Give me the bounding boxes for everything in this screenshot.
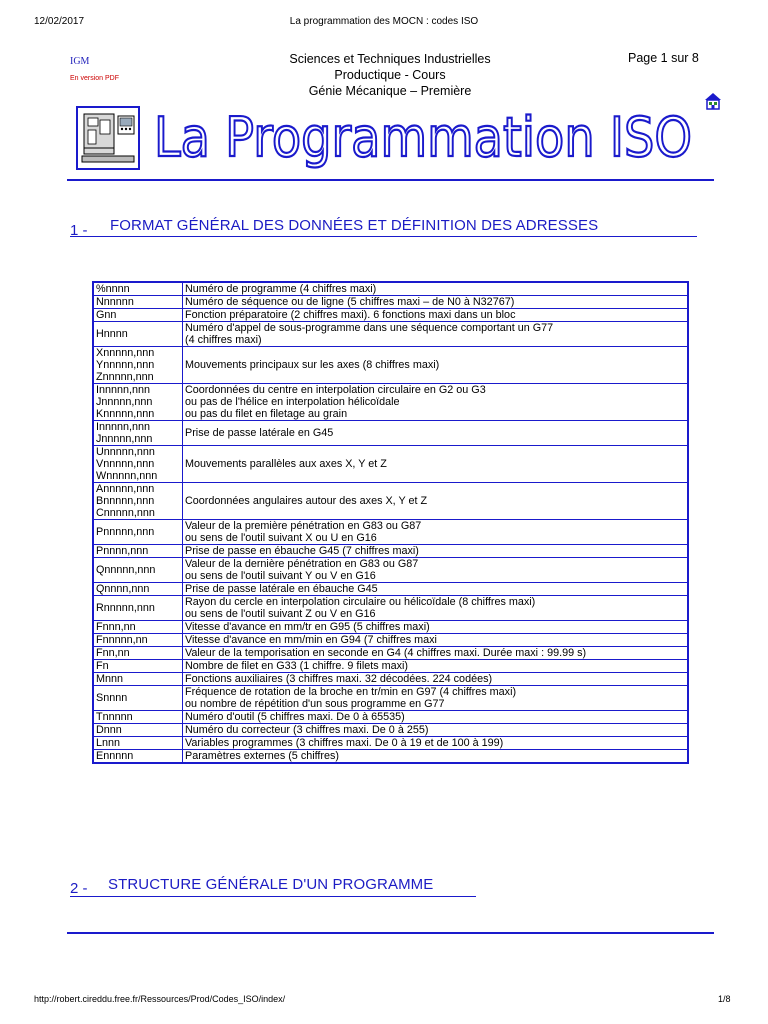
page-number: Page 1 sur 8 [628, 51, 699, 65]
cnc-machine-logo [76, 106, 140, 170]
address-description-cell: Nombre de filet en G33 (1 chiffre. 9 filets maxi) [183, 660, 689, 673]
address-description-cell: Numéro de programme (4 chiffres maxi) [183, 282, 689, 296]
table-row [93, 686, 688, 711]
address-description-cell: Prise de passe en ébauche G45 (7 chiffres maxi) [183, 545, 689, 558]
address-code-cell: Qnnnn,nnn [93, 583, 183, 596]
address-table-body [93, 282, 688, 763]
address-description-cell: Fonction préparatoire (2 chiffres maxi). 6 fonctions maxi dans un bloc [183, 309, 689, 322]
address-description-cell: Mouvements parallèles aux axes X, Y et Z [183, 446, 689, 483]
page-banner-title [152, 100, 702, 170]
address-code-cell: Xnnnnn,nnn Ynnnnn,nnn Znnnnn,nnn [93, 347, 183, 384]
address-description-cell: Valeur de la temporisation en seconde en G4 (4 chiffres maxi. Durée maxi : 99.99 s) [183, 647, 689, 660]
address-code-cell: Mnnn [93, 673, 183, 686]
table-row [93, 545, 688, 558]
address-description-cell: Valeur de la première pénétration en G83 ou G87 ou sens de l'outil suivant X ou U en G16 [183, 520, 689, 545]
address-description-cell: Vitesse d'avance en mm/tr en G95 (5 chiffres maxi) [183, 621, 689, 634]
course-line-2: Productique - Cours [334, 68, 446, 82]
table-row [93, 446, 688, 483]
address-description-cell: Fonctions auxiliaires (3 chiffres maxi. 32 décodées. 224 codées) [183, 673, 689, 686]
address-code-cell: Lnnn [93, 737, 183, 750]
address-description-cell: Variables programmes (3 chiffres maxi. De 0 à 19 et de 100 à 199) [183, 737, 689, 750]
address-code-cell: Rnnnnn,nnn [93, 596, 183, 621]
address-code-cell: Fn [93, 660, 183, 673]
table-row [93, 750, 688, 764]
address-code-cell: Fnnnnn,nn [93, 634, 183, 647]
address-code-cell: Snnnn [93, 686, 183, 711]
address-description-cell: Numéro d'outil (5 chiffres maxi. De 0 à 65535) [183, 711, 689, 724]
address-code-cell: Annnnn,nnn Bnnnnn,nnn Cnnnnn,nnn [93, 483, 183, 520]
address-description-cell: Prise de passe latérale en G45 [183, 421, 689, 446]
course-line-1: Sciences et Techniques Industrielles [289, 52, 491, 66]
address-code-cell: Innnnn,nnn Jnnnnn,nnn Knnnnn,nnn [93, 384, 183, 421]
table-row [93, 621, 688, 634]
address-description-cell: Vitesse d'avance en mm/min en G94 (7 chiffres maxi [183, 634, 689, 647]
address-description-cell: Mouvements principaux sur les axes (8 chiffres maxi) [183, 347, 689, 384]
address-description-cell: Coordonnées du centre en interpolation circulaire en G2 ou G3 ou pas de l'hélice en interpolation hélicoïdale ou pas du filet en filetage au grain [183, 384, 689, 421]
course-line-3: Génie Mécanique – Première [308, 84, 472, 98]
banner-title-text: La Programmation ISO [154, 106, 692, 169]
address-code-cell: Ennnnn [93, 750, 183, 764]
address-description-cell: Numéro de séquence ou de ligne (5 chiffres maxi – de N0 à N32767) [183, 296, 689, 309]
table-row [93, 647, 688, 660]
address-description-cell: Prise de passe latérale en ébauche G45 [183, 583, 689, 596]
table-row [93, 660, 688, 673]
table-row [93, 583, 688, 596]
table-row [93, 711, 688, 724]
address-code-cell: Fnnn,nn [93, 621, 183, 634]
section-1-number: 1 - [70, 222, 88, 239]
footer-url: http://robert.cireddu.free.fr/Ressources/Prod/Codes_ISO/index/ [34, 994, 286, 1004]
address-code-cell: Hnnnn [93, 322, 183, 347]
address-description-cell: Coordonnées angulaires autour des axes X, Y et Z [183, 483, 689, 520]
table-row [93, 347, 688, 384]
footer-divider [67, 932, 714, 934]
section-2-number: 2 - [70, 880, 88, 897]
table-row [93, 421, 688, 446]
address-code-cell: Pnnnnn,nnn [93, 520, 183, 545]
address-code-cell: Dnnn [93, 724, 183, 737]
address-code-cell: %nnnn [93, 282, 183, 296]
address-description-cell: Numéro du correcteur (3 chiffres maxi. De 0 à 255) [183, 724, 689, 737]
table-row [93, 520, 688, 545]
section-2-title: STRUCTURE GÉNÉRALE D'UN PROGRAMME [108, 876, 434, 893]
address-code-cell: Pnnnn,nnn [93, 545, 183, 558]
address-code-cell: Qnnnnn,nnn [93, 558, 183, 583]
header-divider [67, 179, 714, 181]
table-row [93, 724, 688, 737]
address-description-cell: Fréquence de rotation de la broche en tr/min en G97 (4 chiffres maxi) ou nombre de répétition d'un sous programme en G77 [183, 686, 689, 711]
table-row [93, 322, 688, 347]
home-icon[interactable] [704, 92, 722, 110]
pdf-version-link[interactable]: En version PDF [70, 75, 120, 82]
section-1-title: FORMAT GÉNÉRAL DES DONNÉES ET DÉFINITION DES ADRESSES [110, 217, 599, 234]
address-code-cell: Gnn [93, 309, 183, 322]
course-header [200, 51, 580, 99]
table-row [93, 282, 688, 296]
table-row [93, 634, 688, 647]
address-definition-table [92, 281, 689, 764]
table-row [93, 673, 688, 686]
address-code-cell: Tnnnnn [93, 711, 183, 724]
igm-link[interactable]: IGM [70, 56, 90, 67]
section-1-underline [70, 236, 697, 237]
table-row [93, 483, 688, 520]
table-row [93, 384, 688, 421]
address-description-cell: Paramètres externes (5 chiffres) [183, 750, 689, 764]
address-code-cell: Nnnnnn [93, 296, 183, 309]
address-code-cell: Unnnnn,nnn Vnnnnn,nnn Wnnnnn,nnn [93, 446, 183, 483]
address-description-cell: Valeur de la dernière pénétration en G83 ou G87 ou sens de l'outil suivant Y ou V en G16 [183, 558, 689, 583]
footer-page-count: 1/8 [718, 994, 731, 1004]
address-description-cell: Numéro d'appel de sous-programme dans une séquence comportant un G77 (4 chiffres maxi) [183, 322, 689, 347]
table-row [93, 558, 688, 583]
table-row [93, 309, 688, 322]
print-date: 12/02/2017 [34, 16, 85, 27]
address-description-cell: Rayon du cercle en interpolation circulaire ou hélicoïdale (8 chiffres maxi) ou sens de l'outil suivant Z ou V en G16 [183, 596, 689, 621]
address-code-cell: Fnn,nn [93, 647, 183, 660]
table-row [93, 737, 688, 750]
table-row [93, 596, 688, 621]
address-code-cell: Innnnn,nnn Jnnnnn,nnn [93, 421, 183, 446]
table-row [93, 296, 688, 309]
section-2-underline [70, 896, 476, 897]
print-title: La programmation des MOCN : codes ISO [289, 16, 479, 27]
